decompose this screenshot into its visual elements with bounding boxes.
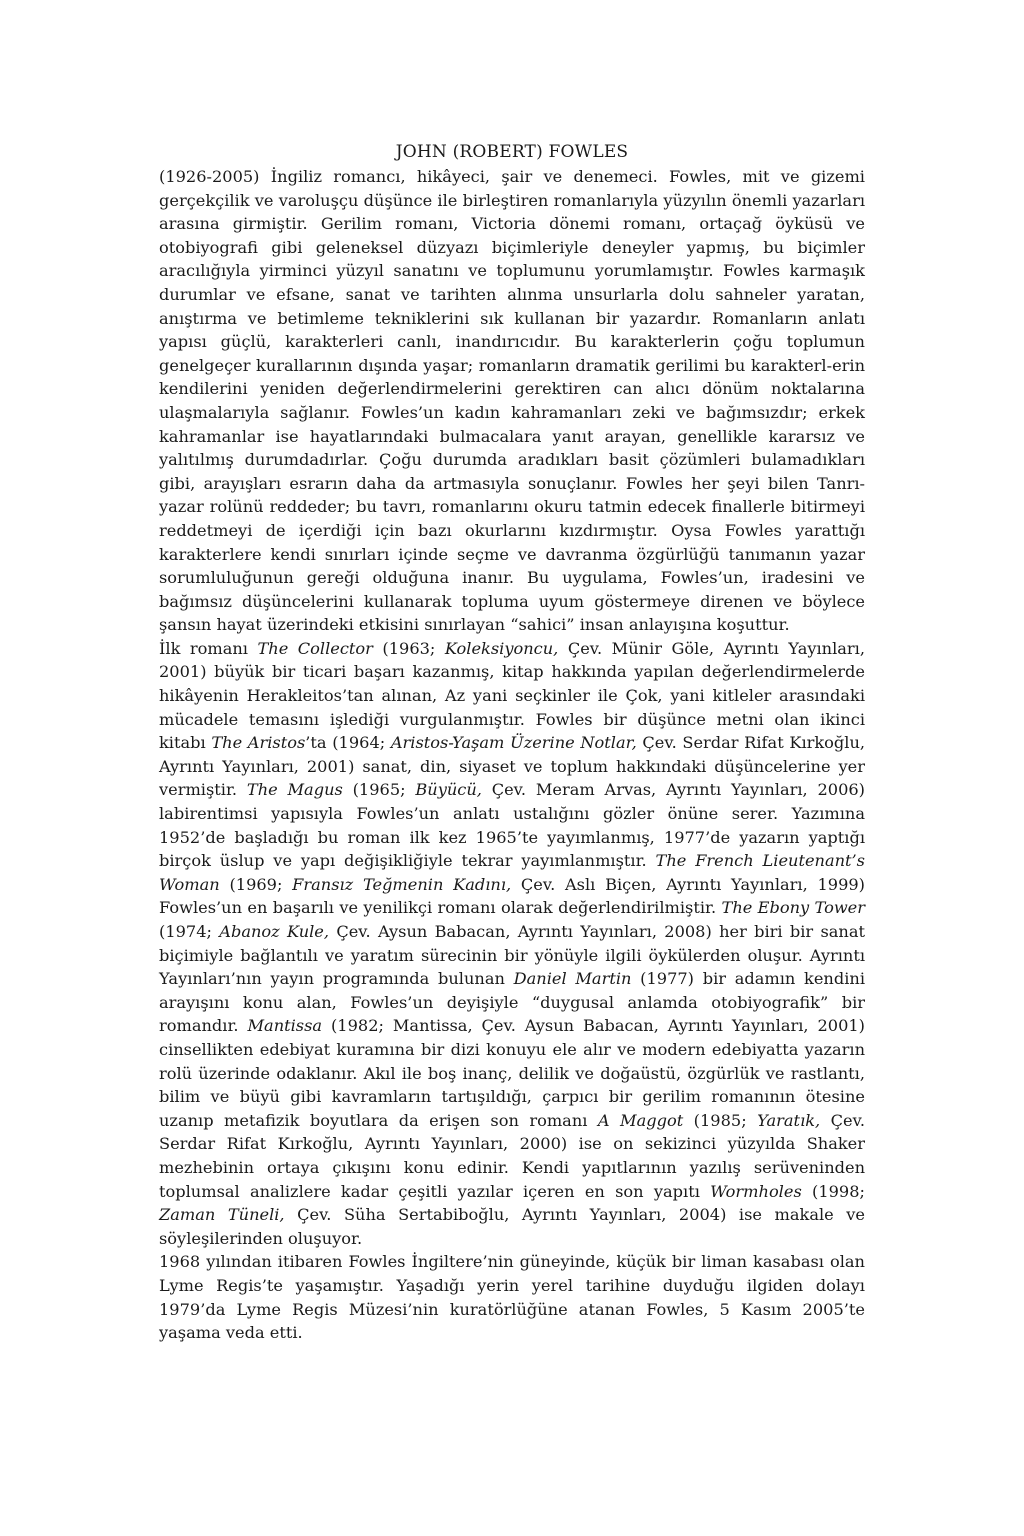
page-body <box>159 140 865 1345</box>
paragraph-text: (1985; <box>683 1110 758 1130</box>
italic-title-text: The Aristos <box>211 733 306 753</box>
italic-title-text: Fransız Teğmenin Kadını, <box>292 874 512 894</box>
paragraph-text: (1998; <box>801 1181 865 1201</box>
italic-title-text: Aristos-Yaşam Üzerine Notlar, <box>390 733 637 753</box>
paragraph-text: İlk romanı <box>159 638 258 658</box>
italic-title-text: Zaman Tüneli, <box>159 1205 285 1225</box>
italic-title-text: Mantissa <box>247 1016 323 1036</box>
paragraph-text: (1926-2005) İngiliz romancı, hikâyeci, şair ve denemeci. Fowles, mit ve gizemi gerçekçilik ve varoluşçu düşünce ile birleştiren romanlarıyla yüzyılın önemli yazarları arasına girmiştir. Gerilim romanı, Victoria dönemi romanı, ortaçağ öyküsü ve otobiyografi gibi geleneksel düzyazı biçimleriyle deneyler yapmış, bu biçimler aracılığıyla yirminci yüzyıl sanatını ve toplumunu yorumlamıştır. Fowles karmaşık durumlar ve efsane, sanat ve tarihten alınma unsurlarla dolu sahneler yaratan, anıştırma ve betimleme tekniklerini sık kullanan bir yazardır. Romanların anlatı yapısı güçlü, karakterleri canlı, inandırıcıdır. Bu karakterlerin çoğu toplumun genelgeçer kurallarının dışında yaşar; romanların dramatik gerilimi bu karakterl-erin kendilerini yeniden değerlendirmelerini gerektiren can alıcı dönüm noktalarına ulaşmalarıyla sağlanır. Fowles’un kadın kahramanları zeki ve bağımsızdır; erkek kahramanlar ise hayatlarındaki bulmacalara yanıt arayan, genellikle kararsız ve yalıtılmış durumdadırlar. Çoğu durumda aradıkları basit çözümleri bulamadıkları gibi, arayışları esrarın daha da artmasıyla sonuçlanır. Fowles her şeyi bilen Tanrı-yazar rolünü reddeder; bu tavrı, romanlarını okuru tatmin edecek finallerle bitirmeyi reddetmeyi de içerdiği için bazı okurlarını kızdırmıştır. Oysa Fowles yarattığı karakterlere kendi sınırları içinde seçme ve davranma özgürlüğü tanımanın yazar sorumluluğunun gereği olduğuna inanır. Bu uygulama, Fowles’un, iradesini ve bağımsız düşüncelerini kullanarak topluma uyum göstermeye direnen ve böylece şansın hayat üzerindeki etkisini sınırlayan “sahici” insan anlayışına koşuttur. <box>159 167 865 635</box>
italic-title-text: A Maggot <box>597 1110 684 1130</box>
paragraph-2 <box>159 637 865 1250</box>
paragraph-text: Çev. Serdar Rifat Kırkoğlu, Ayrıntı Yayınları, 2000) ise on sekizinci yüzyılda Shaker mezhebinin ortaya çıkışını konu edinir. Kendi yapıtlarının yazılış serüveninden toplumsal analizlere kadar çeşitli yazılar içeren en son yapıtı <box>159 1110 865 1201</box>
paragraph-text: Çev. Süha Sertabiboğlu, Ayrıntı Yayınları, 2004) ise makale ve söyleşilerinden oluşuyor. <box>159 1205 865 1248</box>
italic-title-text: Daniel Martin <box>513 969 632 989</box>
paragraph-text: Çev. Aslı Biçen, Ayrıntı Yayınları, 1999) Fowles’un en başarılı ve yenilikçi romanı olarak değerlendirilmiştir. <box>159 874 865 918</box>
paragraph-text: (1977) bir adamın kendini arayışını konu alan, Fowles’un deyişiyle “duygusal anlamda otobiyografik” bir romandır. <box>159 969 866 1036</box>
paragraph-text: (1974; <box>159 922 220 941</box>
italic-title-text: The Magus <box>246 780 343 800</box>
page-title: JOHN (ROBERT) FOWLES <box>395 142 629 162</box>
paragraph-3 <box>159 1250 865 1344</box>
paragraph-text: (1982; Mantissa, Çev. Aysun Babacan, Ayrıntı Yayınları, 2001) cinsellikten edebiyat kuramına bir dizi konuyu ele alır ve modern edebiyatta yazarın rolü üzerinde odaklanır. Akıl ile boş inanç, delilik ve doğaüstü, özgürlük ve rastlantı, bilim ve büyü gibi kavramların tartışıldığı, çarpıcı bir gerilim romanının ötesine uzanıp metafizik boyutlara da erişen son romanı <box>159 1016 865 1130</box>
italic-title-text: The French Lieutenant’s Woman <box>159 851 865 894</box>
biography-text <box>159 165 865 1345</box>
paragraph-text: (1969; <box>219 874 293 894</box>
paragraph-1 <box>159 165 865 637</box>
paragraph-text: (1965; <box>342 780 416 800</box>
italic-title-text: Wormholes <box>710 1181 802 1201</box>
paragraph-text: Çev. Serdar Rifat Kırkoğlu, Ayrıntı Yayınları, 2001) sanat, din, siyaset ve toplum hakkındaki düşüncelerine yer vermiştir. <box>159 733 866 800</box>
paragraph-text: Çev. Aysun Babacan, Ayrıntı Yayınları, 2008) her biri bir sanat biçimiyle bağlantılı ve yaratım sürecinin bir yönüyle ilgili öykülerden oluşur. Ayrıntı Yayınları’nın yayın programında bulunan <box>159 922 865 989</box>
paragraph-text: (1963; <box>372 638 445 658</box>
italic-title-text: The Collector <box>257 638 373 658</box>
italic-title-text: Büyücü, <box>415 780 482 800</box>
paragraph-text: 1968 yılından itibaren Fowles İngiltere’nin güneyinde, küçük bir liman kasabası olan Lyme Regis’te yaşamıştır. Yaşadığı yerin yerel tarihine duyduğu ilgiden dolayı 1979’da Lyme Regis Müzesi’nin kuratörlüğüne atanan Fowles, 5 Kasım 2005’te yaşama veda etti. <box>159 1252 865 1343</box>
italic-title-text: Koleksiyoncu, <box>444 638 559 658</box>
paragraph-text: Çev. Meram Arvas, Ayrıntı Yayınları, 2006) labirentimsi yapısıyla Fowles’un anlatı ustalığını gözler önüne serer. Yazımına 1952’de başladığı bu roman ilk kez 1965’te yayımlanmış, 1977’de yazarın yaptığı birçok üslup ve yapı değişikliğiyle tekrar yayımlanmıştır. <box>159 780 865 871</box>
italic-title-text: The Ebony Tower <box>721 898 865 918</box>
paragraph-text: Çev. Münir Göle, Ayrıntı Yayınları, 2001) büyük bir ticari başarı kazanmış, kitap hakkında yapılan değerlendirmelerde hikâyenin Herakleitos’tan alınan, Az yani seçkinler ile Çok, yani kitleler arasındaki mücadele temasını işlediği vurgulanmıştır. Fowles bir düşünce metni olan ikinci kitabı <box>159 638 865 753</box>
italic-title-text: Abanoz Kule, <box>219 922 330 941</box>
paragraph-text: ’ta (1964; <box>305 733 391 753</box>
italic-title-text: Yaratık, <box>757 1110 821 1130</box>
